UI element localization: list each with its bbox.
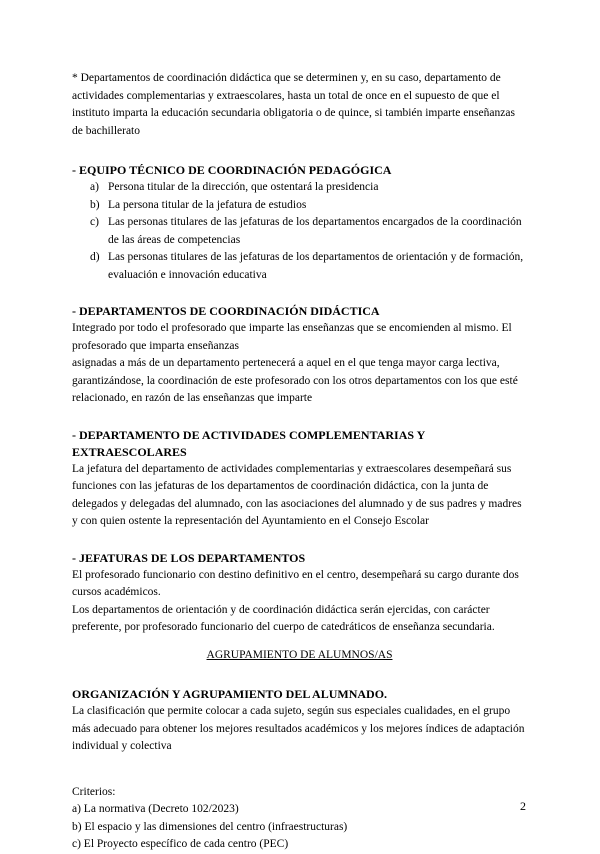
section-jefaturas [72, 550, 527, 637]
paragraph: Integrado por todo el profesorado que imparte las enseñanzas que se encomienden al mismo. El profesorado que imparta enseñanzas [72, 322, 512, 352]
section-actividades-complementarias [72, 427, 527, 531]
paragraph: El profesorado funcionario con destino definitivo en el centro, desempeñará su cargo durante dos cursos académicos. [72, 568, 519, 598]
paragraph: asignadas a más de un departamento pertenecerá a aquel en el que tenga mayor carga lectiva, garantizándose, la coordinación de este profesorado con los otros departamentos con los que esté relacionado, en razón de las enseñanzas que imparte [72, 357, 518, 404]
document-page [72, 70, 527, 854]
list-item [72, 214, 527, 249]
spacer [72, 756, 527, 774]
section-organizacion [72, 686, 527, 756]
list-marker: d) [90, 251, 100, 263]
spacer [72, 774, 527, 784]
list-marker: a) [90, 181, 99, 193]
section-heading: - EQUIPO TÉCNICO DE COORDINACIÓN PEDAGÓGICA [72, 163, 392, 177]
agrupamiento-title: AGRUPAMIENTO DE ALUMNOS/AS [206, 648, 393, 661]
list-item-text: Persona titular de la dirección, que ostentará la presidencia [108, 181, 379, 193]
list-item-text: La persona titular de la jefatura de estudios [108, 198, 307, 211]
footnote-departamentos: * Departamentos de coordinación didáctica que se determinen y, en su caso, departamento de actividades complementarias y extraescolares, hasta un total de once en el supuesto de que el instituto imparta la educación secundaria obligatoria o de quince, si también imparte enseñanzas de bachillerato [72, 72, 515, 137]
list-item [72, 197, 527, 215]
list-item [72, 179, 527, 197]
section-heading: - DEPARTAMENTO DE ACTIVIDADES COMPLEMENTARIAS Y EXTRAESCOLARES [72, 427, 425, 459]
paragraph: La clasificación que permite colocar a cada sujeto, según sus especiales cualidades, en el grupo más adecuado para obtener los mejores resultados académicos y los mejores índices de adaptación individual y colectiva [72, 705, 525, 752]
list-item-text: Las personas titulares de las jefaturas de los departamentos encargados de la coordinación de las áreas de competencias [108, 216, 522, 246]
list-marker: c) [90, 216, 99, 228]
list-item [72, 249, 527, 284]
paragraph: La jefatura del departamento de actividades complementarias y extraescolares desempeñará sus funciones con las jefaturas de los departamentos de coordinación didáctica, con la junta de delegados y delegadas del alumnado, con las asociaciones del alumnado y de sus padres y madres y con quien ostente la representación del Ayuntamiento en el Consejo Escolar [72, 462, 522, 527]
criterio-item: b) El espacio y las dimensiones del centro (infraestructuras) [72, 820, 348, 833]
criterio-item: c) El Proyecto específico de cada centro (PEC) [72, 838, 289, 850]
section-heading: - DEPARTAMENTOS DE COORDINACIÓN DIDÁCTICA [72, 304, 380, 318]
section-departamentos-coordinacion [72, 303, 527, 408]
criterios-block [72, 784, 527, 854]
section-heading: ORGANIZACIÓN Y AGRUPAMIENTO DEL ALUMNADO. [72, 687, 388, 701]
section-equipo-tecnico [72, 162, 527, 284]
list-item-text: Las personas titulares de las jefaturas de los departamentos de orientación y de formación, evaluación e innovación educativa [108, 251, 524, 281]
paragraph: Los departamentos de orientación y de coordinación didáctica serán ejercidas, con carácter preferente, por profesorado funcionario del cuerpo de catedráticos de enseñanza secundaria. [72, 603, 495, 633]
page-number: 2 [520, 799, 526, 813]
section-heading: - JEFATURAS DE LOS DEPARTAMENTOS [72, 550, 306, 565]
criterio-item: a) La normativa (Decreto 102/2023) [72, 803, 239, 815]
equipo-list [72, 179, 527, 284]
list-marker: b) [90, 198, 100, 211]
criterios-label: Criterios: [72, 785, 116, 798]
